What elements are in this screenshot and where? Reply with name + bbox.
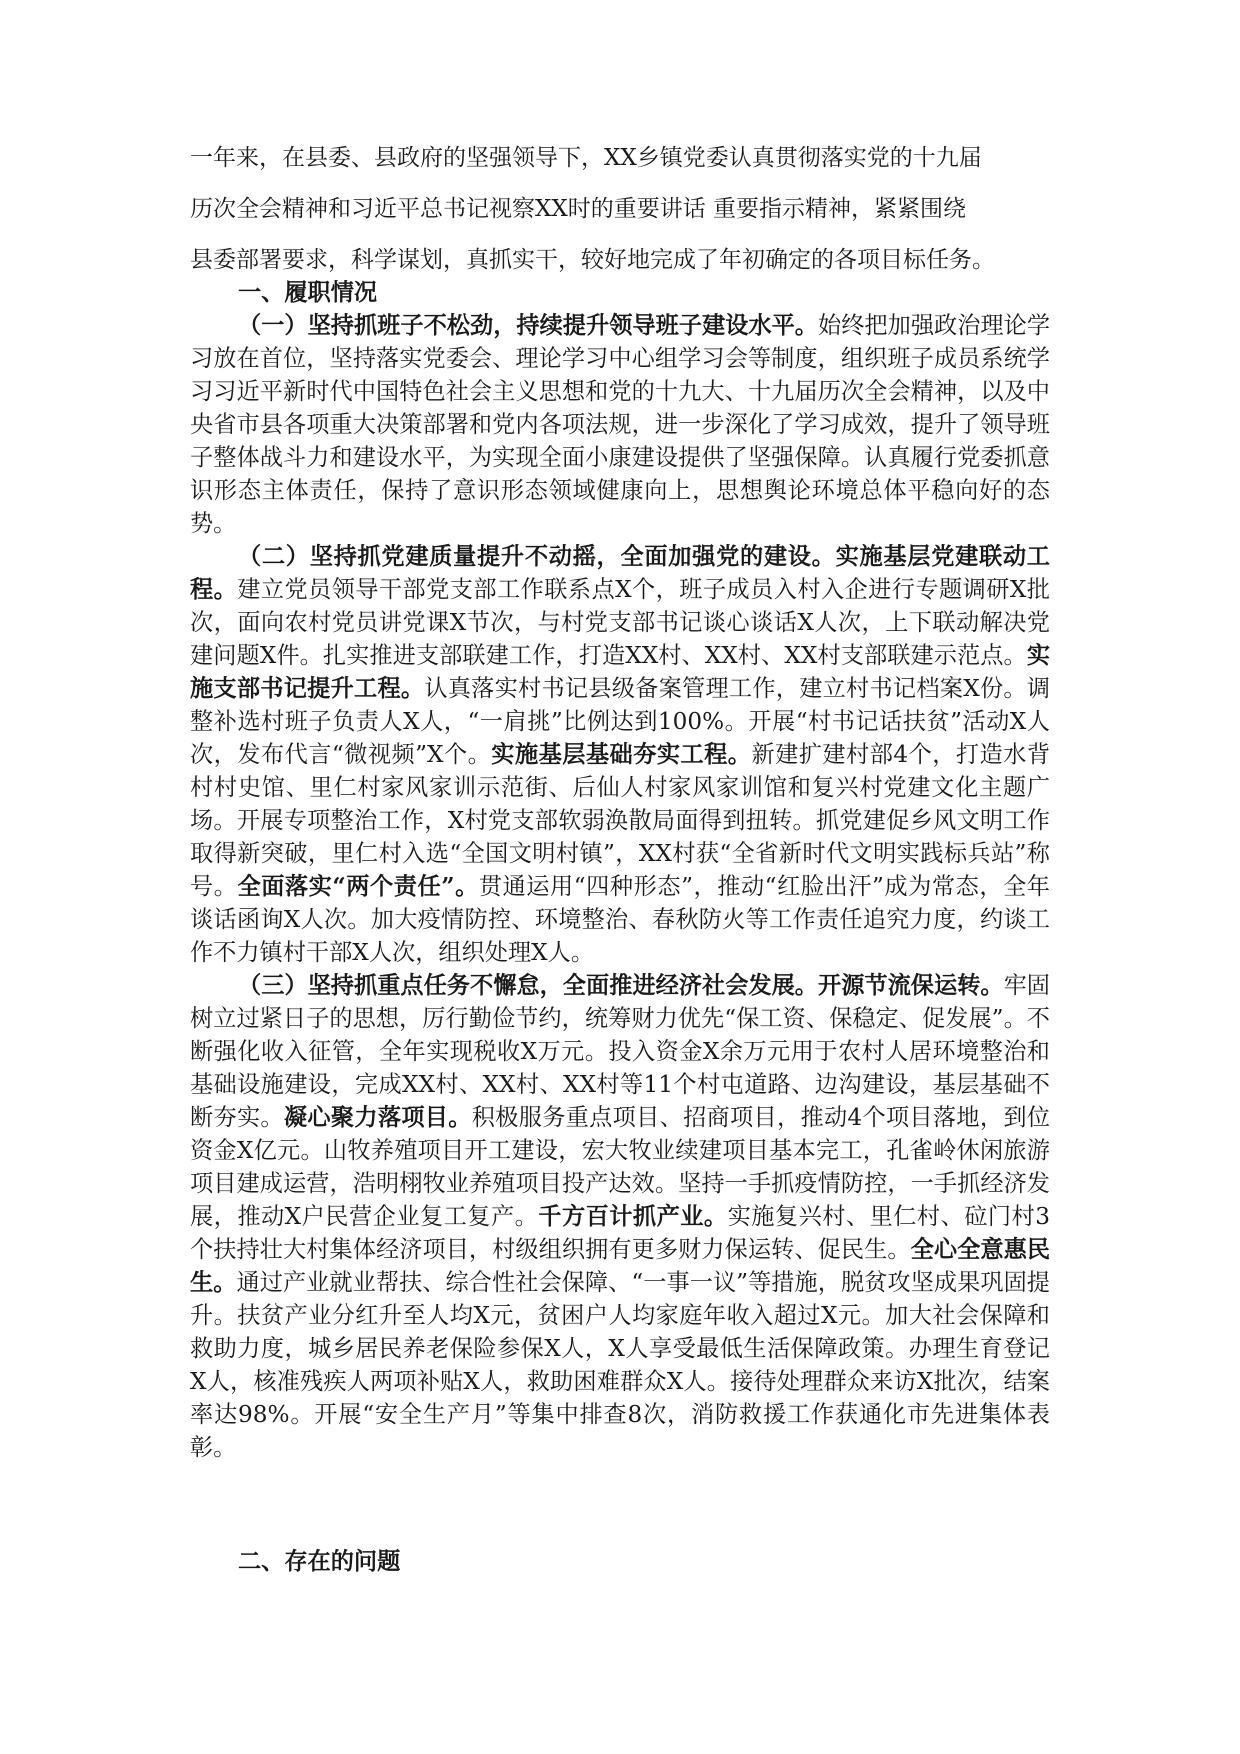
section-1-heading: 一、履职情况 — [238, 279, 378, 306]
intro-line-2: 历次全会精神和习近平总书记视察XX时的重要讲话 重要指示精神，紧紧围绕 — [190, 196, 967, 222]
paragraph-2-text-2: 认真落实村书记县级备案管理工作，建立村书记档案X份。调整补选村班子负责人X人，“一肩挑”比例达到100%。开展“村书记话扶贫”活动X人次，发布代言“微视频”X个。 — [190, 675, 1051, 768]
paragraph-3-text-1: 牢固树立过紧日子的思想，厉行勤俭节约，统筹财力优先“保工资、保稳定、促发展”。不断强化收入征管，全年实现税收X万元。投入资金X余万元用于农村人居环境整治和基础设施建设，完成XX村、XX村、XX村等11个村屯道路、边沟建设，基层基础不断夯实。 — [190, 972, 1050, 1131]
paragraph-3-bold-2: 凝心聚力落项目。 — [283, 1104, 472, 1131]
paragraph-3-text-2: 积极服务重点项目、招商项目，推动4个项目落地，到位资金X亿元。山牧养殖项目开工建设，宏大牧业续建项目基本完工，孔雀岭休闲旅游项目建成运营，浩明栩牧业养殖项目投产达效。坚持一手抓疫情防控，一手抓经济发展，推动X户民营企业复工复产。 — [190, 1104, 1051, 1230]
paragraph-3-bold-4: 全心全意惠民生。 — [190, 1236, 1051, 1296]
paragraph-1-text: 始终把加强政治理论学习放在首位，坚持落实党委会、理论学习中心组学习会等制度，组织班子成员系统学习习近平新时代中国特色社会主义思想和党的十九大、十九届历次全会精神，以及中央省市县各项重大决策部署和党内各项法规，进一步深化了学习成效，提升了领导班子整体战斗力和建设水平，为实现全面小康建设提供了坚强保障。认真履行党委抓意识形态主体责任，保持了意识形态领域健康向上，思想舆论环境总体平稳向好的态势。 — [190, 312, 1051, 537]
paragraph-2-text-1: 建立党员领导干部党支部工作联系点X个，班子成员入村入企进行专题调研X批次，面向农村党员讲党课X节次，与村党支部书记谈心谈话X人次，上下联动解决党建问题X件。扎实推进支部联建工作，打造XX村、XX村、XX村支部联建示范点。 — [190, 576, 1050, 669]
paragraph-3 — [190, 969, 1050, 1464]
paragraph-2-bold-2: 实施支部书记提升工程。 — [190, 642, 1050, 702]
paragraph-1-lead: （一）坚持抓班子不松劲，持续提升领导班子建设水平。 — [238, 312, 819, 339]
paragraph-2-bold-3: 实施基层基础夯实工程。 — [491, 741, 752, 768]
paragraph-1 — [190, 309, 1050, 540]
paragraph-3-lead: （三）坚持抓重点任务不懈怠，全面推进经济社会发展。开源节流保运转。 — [238, 972, 1004, 999]
intro-line-3: 县委部署要求，科学谋划，真抓实干，较好地完成了年初确定的各项目标任务。 — [190, 247, 995, 273]
section-2 — [190, 1545, 1050, 1578]
section-1 — [190, 276, 1050, 1464]
section-2-heading: 二、存在的问题 — [238, 1548, 401, 1575]
paragraph-2 — [190, 540, 1050, 969]
paragraph-2-lead: （二）坚持抓党建质量提升不动摇，全面加强党的建设。实施基层党建联动工程。 — [190, 543, 1050, 603]
paragraph-2-text-3: 新建扩建村部4个，打造水背村村史馆、里仁村家风家训示范街、后仙人村家风家训馆和复兴村党建文化主题广场。开展专项整治工作，X村党支部软弱涣散局面得到扭转。抓党建促乡风文明工作取得新突破，里仁村入选“全国文明村镇”，XX村获“全省新时代文明实践标兵站”称号。 — [190, 741, 1051, 900]
paragraph-3-text-4: 通过产业就业帮扶、综合性社会保障、“一事一议”等措施，脱贫攻坚成果巩固提升。扶贫产业分红升至人均X元，贫困户人均家庭年收入超过X元。加大社会保障和救助力度，城乡居民养老保险参保X人，X人享受最低生活保障政策。办理生育登记X人，核准残疾人两项补贴X人，救助困难群众X人。接待处理群众来访X批次，结案率达98%。开展“安全生产月”等集中排查8次，消防救援工作获通化市先进集体表彰。 — [190, 1269, 1050, 1461]
intro-line-1: 一年来，在县委、县政府的坚强领导下，XX乡镇党委认真贯彻落实党的十九届 — [190, 145, 982, 171]
paragraph-2-text-4: 贯通运用“四种形态”，推动“红脸出汗”成为常态，全年谈话函询X人次。加大疫情防控、环境整治、春秋防火等工作责任追究力度，约谈工作不力镇村干部X人次，组织处理X人。 — [190, 873, 1050, 966]
paragraph-3-text-3: 实施复兴村、里仁村、砬门村3个扶持壮大村集体经济项目，村级组织拥有更多财力保运转、促民生。 — [190, 1203, 1050, 1263]
paragraph-2-bold-4: 全面落实“两个责任”。 — [237, 873, 479, 900]
paragraph-3-bold-3: 千方百计抓产业。 — [538, 1203, 728, 1230]
